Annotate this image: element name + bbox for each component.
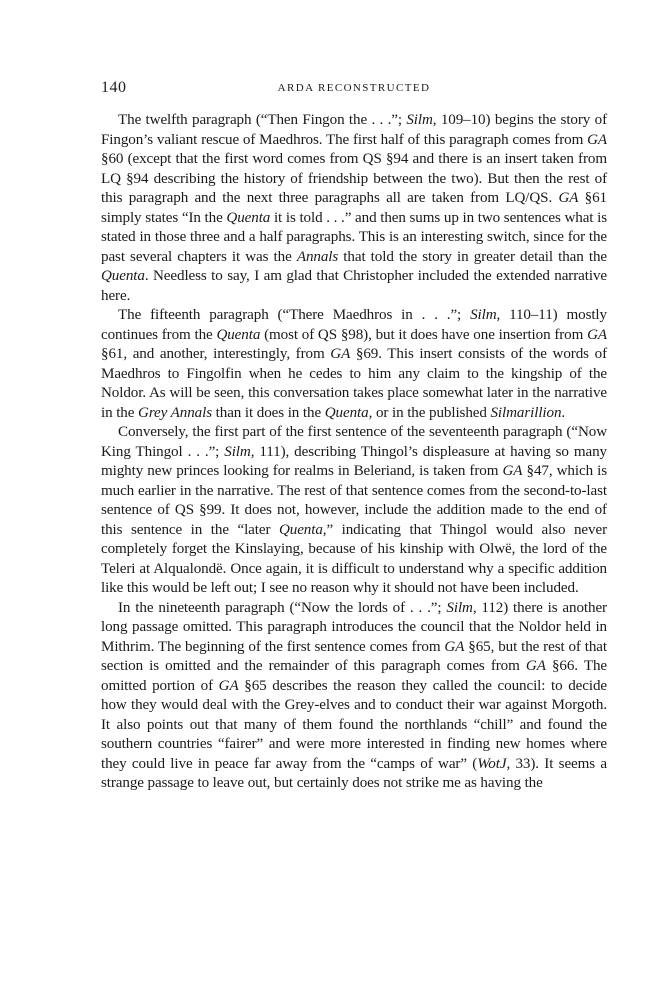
paragraph <box>101 111 607 306</box>
body-text <box>101 111 607 794</box>
italic-text: Silm, <box>406 112 437 128</box>
italic-text: Quenta <box>101 268 145 284</box>
text-run: . <box>561 404 566 421</box>
text-run: §47, which is much earlier in the narrative. The rest of that sentence comes from the second-to-last sentence of QS §99. It does not, however, include the addition made to the end of this sentence in the “later <box>101 463 607 538</box>
italic-text: GA <box>587 326 607 343</box>
text-run: . Needless to say, I am glad that Christopher included the extended narrative here. <box>101 268 607 304</box>
text-run: §61, and another, interestingly, from <box>101 346 331 362</box>
italic-text: Quenta, <box>278 521 327 538</box>
running-head: ARDA RECONSTRUCTED <box>277 82 431 94</box>
text-run: §65 describes the reason they called the council: to decide how they would deal with the Grey-elves and to conduct their war against Morgoth. It also points out that many of them found the northlands “chill” and found the southern countries “fairer” and were more interested in finding new homes where they could live in peace far away from the “camps of war” ( <box>101 677 607 772</box>
page-number: 140 <box>101 79 127 96</box>
paragraph <box>101 306 607 423</box>
italic-text: Silmarillion <box>490 404 562 421</box>
text-run: §69. This insert consists of the words of Maedhros to Fingolfin when he cedes to him any claim to the kingship of the Noldor. As will be seen, this conversation takes place somewhat later in the narrative in the <box>101 346 607 421</box>
italic-text: GA <box>444 638 465 655</box>
text-run: than it does in the <box>211 404 325 421</box>
italic-text: Quenta, <box>324 404 373 421</box>
italic-text: Silm, <box>224 443 255 460</box>
italic-text: Quenta <box>216 326 261 343</box>
italic-text: GA <box>502 463 523 479</box>
italic-text: GA <box>587 131 607 148</box>
paragraph <box>101 599 607 794</box>
italic-text: Grey Annals <box>138 404 212 421</box>
italic-text: Quenta <box>226 209 271 226</box>
text-run: 33). It seems a strange passage to leave out, but certainly does not strike me as having the <box>101 755 607 791</box>
text-run: The twelfth paragraph (“Then Fingon the . . .”; <box>118 112 407 128</box>
text-run: (most of QS §98), but it does have one insertion from <box>260 326 588 343</box>
italic-text: Silm, <box>470 307 501 323</box>
text-run: §65, but the rest of that section is omitted and the remainder of this paragraph comes from <box>101 638 608 674</box>
italic-text: GA <box>525 658 546 674</box>
text-run: 111), describing Thingol’s displeasure at having so many mighty new princes looking for realms in Beleriand, is taken from <box>101 443 607 479</box>
text-run: it is told . . .” and then sums up in two sentences what is stated in those three and a half paragraphs. This is an interesting switch, since for the past several chapters it was the <box>101 209 607 265</box>
text-run: 110–11) mostly continues from the <box>101 307 607 343</box>
text-run: ” indicating that Thingol would also never completely forget the Kinslaying, because of his kinship with Olwë, the lord of the Teleri at Alqualondë. Once again, it is difficult to understand why a specific addition like this would be left out; I see no reason why it should not have been included. <box>101 521 607 596</box>
text-run: §66. The omitted portion of <box>101 658 607 694</box>
italic-text: WotJ, <box>477 755 511 772</box>
text-run: §60 (except that the first word comes from QS §94 and there is an insert taken from LQ §94 describing the history of friendship between the two). But then the rest of this paragraph and the next three paragraphs all are taken from LQ/QS. <box>101 151 607 206</box>
text-run: 112) there is another long passage omitted. This paragraph introduces the council that the Noldor held in Mithrim. The beginning of the first sentence comes from <box>101 599 607 655</box>
text-run: §61 simply states “In the <box>101 190 608 226</box>
italic-text: Silm, <box>446 599 477 616</box>
text-run: The fifteenth paragraph (“There Maedhros in . . .”; <box>118 307 471 323</box>
text-run: In the nineteenth paragraph (“Now the lords of . . .”; <box>118 599 447 616</box>
italic-text: GA <box>218 677 239 694</box>
italic-text: GA <box>558 190 579 206</box>
page-header <box>101 79 607 101</box>
italic-text: GA <box>330 346 351 362</box>
text-run: or in the published <box>372 404 491 421</box>
italic-text: Annals <box>296 248 339 265</box>
text-run: Conversely, the first part of the first sentence of the seventeenth paragraph (“Now King Thingol . . .”; <box>101 424 607 460</box>
text-run: that told the story in greater detail than the <box>338 248 607 265</box>
paragraph <box>101 423 607 599</box>
text-run: 109–10) begins the story of Fingon’s valiant rescue of Maedhros. The first half of this paragraph comes from <box>101 112 607 148</box>
